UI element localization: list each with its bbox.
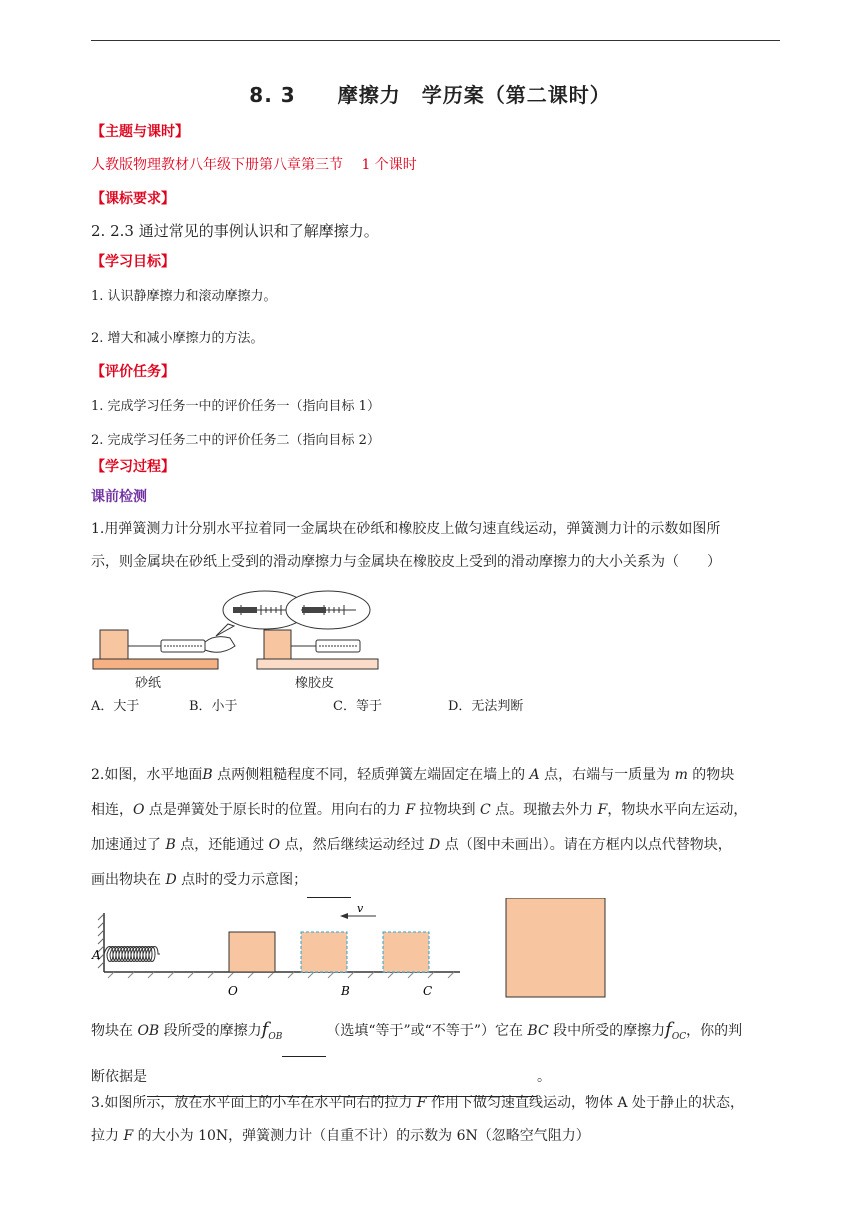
heading-theme: 【主题与课时】	[91, 124, 189, 140]
fig1-left-bubble-tail	[216, 624, 234, 636]
fig2-ground-hatch	[108, 972, 454, 978]
q2-line-5: 物块在 OB 段所受的摩擦力$f_{OB}$ （选填“等于”或“不等于”）它在 BC 段中所受的摩擦力$f_{OC}$，你的判	[91, 1010, 781, 1057]
goal-2: 2. 增大和减小摩擦力的方法。	[91, 331, 264, 346]
fig2-block-at-c	[383, 932, 429, 972]
q2-followup	[91, 1010, 781, 1097]
fig1-right-block	[264, 630, 291, 659]
heading-process: 【学习过程】	[91, 459, 175, 475]
theme-text: 人教版物理教材八年级下册第八章第三节 1 个课时	[91, 157, 417, 173]
q2-line-3: 加速通过了 B 点，还能通过 O 点，然后继续运动经过 D 点（图中未画出）。请在方框内以点代替物块，	[91, 837, 732, 853]
fig1-label-sandpaper: 砂纸	[135, 676, 162, 691]
q2-line-6: 断依据是 。	[91, 1057, 781, 1097]
q2-line-2: 相连，O 点是弹簧处于原长时的位置。用向右的力 F 拉物块到 C 点。现撤去外力 F，物块水平向左运动，	[91, 802, 748, 818]
q1-line-1: 1.用弹簧测力计分别水平拉着同一金属块在砂纸和橡胶皮上做匀速直线运动，弹簧测力计的示数如图所	[91, 521, 721, 537]
fig2-velocity-arrowhead	[340, 913, 348, 919]
fig2-answer-box[interactable]	[506, 898, 605, 997]
fig1-right-pointer	[302, 607, 326, 613]
q2-line-1: 2.如图，水平地面B 点两侧粗糙程度不同，轻质弹簧左端固定在墙上的 A 点，右端与一质量为 m 的物块	[91, 767, 735, 783]
q1-option-d[interactable]: D．无法判断	[448, 699, 524, 714]
fig1-rubber-board	[257, 659, 378, 669]
standard-text: 2. 2.3 通过常见的事例认识和了解摩擦力。	[91, 222, 379, 240]
fig1-left-pointer	[233, 607, 257, 613]
figure-2-spring-block	[88, 898, 618, 1002]
heading-goals: 【学习目标】	[91, 254, 175, 270]
fig2-label-b: B	[341, 984, 350, 998]
task-2: 2. 完成学习任务二中的评价任务二（指向目标 2）	[91, 433, 380, 448]
fig1-sandpaper-board	[93, 659, 218, 669]
fig1-left-hand	[205, 637, 235, 653]
question-2	[91, 758, 781, 898]
q3-line-2: 拉力 F 的大小为 10N，弹簧测力计（自重不计）的示数为 6N（忽略空气阻力）	[91, 1128, 590, 1144]
question-1	[91, 513, 781, 579]
q1-option-a[interactable]: A．大于	[91, 699, 140, 714]
fig2-label-v: v	[357, 902, 364, 915]
q3-line-1: 3.如图所示，放在水平面上的小车在水平向右的拉力 F 作用下做匀速直线运动，物体 A 处于静止的状态，	[91, 1095, 744, 1111]
figure-1-spring-scales	[88, 586, 388, 690]
fig2-label-a: A	[92, 948, 101, 962]
fig2-block-at-b	[301, 932, 347, 972]
q1-option-b[interactable]: B．小于	[189, 699, 238, 714]
pretest-heading: 课前检测	[91, 489, 147, 505]
fig1-left-block	[100, 630, 128, 659]
fig2-block-at-o	[229, 932, 275, 972]
heading-tasks: 【评价任务】	[91, 364, 175, 380]
fig2-label-o: O	[228, 984, 238, 998]
page-title: 8. 3 摩擦力 学历案（第二课时）	[249, 83, 611, 107]
q1-line-2: 示，则金属块在砂纸上受到的滑动摩擦力与金属块在橡胶皮上受到的滑动摩擦力的大小关系为（ ）	[91, 554, 721, 570]
q2-line-4: 画出物块在 D 点时的受力示意图；	[91, 863, 781, 898]
fig2-spring	[104, 947, 160, 962]
question-3	[91, 1087, 781, 1153]
q1-option-c[interactable]: C．等于	[333, 699, 382, 714]
header-rule	[91, 40, 780, 41]
fig2-label-c: C	[423, 984, 433, 998]
fig1-label-rubber: 橡胶皮	[295, 676, 335, 691]
goal-1: 1. 认识静摩擦力和滚动摩擦力。	[91, 289, 277, 304]
task-1: 1. 完成学习任务一中的评价任务一（指向目标 1）	[91, 399, 380, 414]
heading-standard: 【课标要求】	[91, 191, 175, 207]
